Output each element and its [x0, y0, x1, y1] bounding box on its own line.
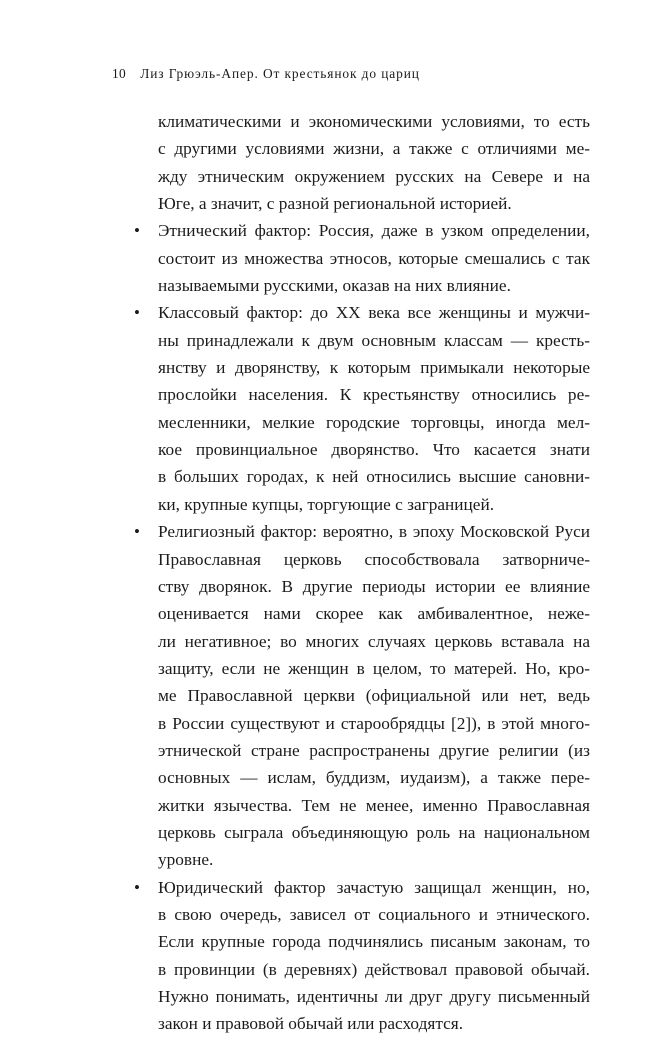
line-text: Юридический фактор зачастую защищал женщин, но,: [158, 877, 590, 897]
text-line: [112, 764, 590, 791]
running-header: [112, 66, 420, 82]
text-line: [112, 792, 590, 819]
text-line: [112, 299, 590, 326]
text-line: [112, 518, 590, 545]
text-line: [112, 682, 590, 709]
line-text: Религиозный фактор: вероятно, в эпоху Московской Руси: [158, 522, 590, 542]
text-line: [112, 327, 590, 354]
text-line: [112, 928, 590, 955]
line-text: называемыми русскими, оказав на них влияние.: [158, 276, 511, 296]
line-text: Этнический фактор: Россия, даже в узком определении,: [158, 221, 590, 241]
bullet-list-item: [112, 518, 590, 873]
bullet-list-item: [112, 874, 590, 1038]
line-text: ки, крупные купцы, торгующие с заграницей.: [158, 494, 495, 514]
text-line: [112, 190, 590, 217]
line-text: прослойки населения. К крестьянству относились ре-: [158, 385, 590, 405]
bullet-list-item: [112, 299, 590, 518]
text-line: [112, 354, 590, 381]
page-number: 10: [112, 66, 126, 81]
line-text: Классовый фактор: до XX века все женщины и мужчи-: [158, 303, 590, 323]
line-text: ству дворянок. В другие периоды истории ее влияние: [158, 576, 590, 596]
text-line: [112, 272, 590, 299]
running-title: Лиз Грюэль-Апер. От крестьянок до цариц: [140, 66, 420, 81]
text-line: [112, 846, 590, 873]
line-text: ны принадлежали к двум основным классам — кресть-: [158, 330, 590, 350]
text-line: [112, 819, 590, 846]
line-text: Юге, а значит, с разной региональной историей.: [158, 194, 512, 214]
text-line: [112, 409, 590, 436]
line-text: уровне.: [158, 850, 214, 870]
line-text: защиту, если не женщин в целом, то матерей. Но, кро-: [158, 658, 590, 678]
line-text: в больших городах, к ней относились высшие сановни-: [158, 467, 590, 487]
text-line: [112, 573, 590, 600]
text-line: [112, 245, 590, 272]
text-line: [112, 600, 590, 627]
text-line: [112, 436, 590, 463]
line-text: в свою очередь, зависел от социального и этнического.: [158, 904, 590, 924]
line-text: с другими условиями жизни, а также с отличиями ме-: [158, 139, 590, 159]
text-line: [112, 956, 590, 983]
line-text: Нужно понимать, идентичны ли друг другу письменный: [158, 987, 590, 1006]
line-text: ли негативное; во многих случаях церковь вставала на: [158, 631, 590, 651]
text-line: [112, 546, 590, 573]
text-line: [112, 901, 590, 928]
bullet-marker: •: [134, 221, 140, 241]
text-line: [112, 710, 590, 737]
line-text: основных — ислам, буддизм, иудаизм), а также пере-: [158, 768, 590, 788]
line-text: кое провинциальное дворянство. Что касается знати: [158, 440, 590, 460]
line-text: церковь сыграла объединяющую роль на национальном: [158, 822, 590, 842]
line-text: жду этническим окружением русских на Севере и на: [158, 166, 590, 186]
line-text: месленники, мелкие городские торговцы, иногда мел-: [158, 412, 590, 432]
text-line: [112, 108, 590, 135]
text-line: [112, 655, 590, 682]
text-line: [112, 217, 590, 244]
line-text: оценивается нами скорее как амбивалентное, неже-: [158, 604, 590, 624]
line-text: житки язычества. Тем не менее, именно Православная: [158, 795, 590, 815]
text-line: [112, 463, 590, 490]
line-text: состоит из множества этносов, которые смешались с так: [158, 248, 590, 268]
continued-paragraph: [112, 108, 590, 217]
text-line: [112, 381, 590, 408]
line-text: ме Православной церкви (официальной или нет, ведь: [158, 686, 590, 706]
text-line: [112, 1010, 590, 1037]
text-line: [112, 163, 590, 190]
bullet-marker: •: [134, 877, 140, 897]
bullet-marker: •: [134, 303, 140, 323]
bullet-marker: •: [134, 522, 140, 542]
line-text: Православная церковь способствовала затворниче-: [158, 549, 590, 569]
line-text: Если крупные города подчинялись писаным законам, то: [158, 932, 590, 952]
text-line: [112, 874, 590, 901]
line-text: климатическими и экономическими условиями, то есть: [158, 112, 590, 131]
line-text: закон и правовой обычай или расходятся.: [158, 1014, 464, 1034]
line-text: янству и дворянству, к которым примыкали некоторые: [158, 358, 590, 378]
line-text: в России существуют и старообрядцы [2]), в этой много-: [158, 713, 590, 733]
text-line: [112, 983, 590, 1010]
line-text: этнической стране распространены другие религии (из: [158, 740, 590, 760]
text-line: [112, 491, 590, 518]
line-text: в провинции (в деревнях) действовал правовой обычай.: [158, 959, 590, 979]
text-line: [112, 628, 590, 655]
text-line: [112, 737, 590, 764]
text-line: [112, 135, 590, 162]
body-text: [112, 108, 590, 1038]
bullet-list-item: [112, 217, 590, 299]
